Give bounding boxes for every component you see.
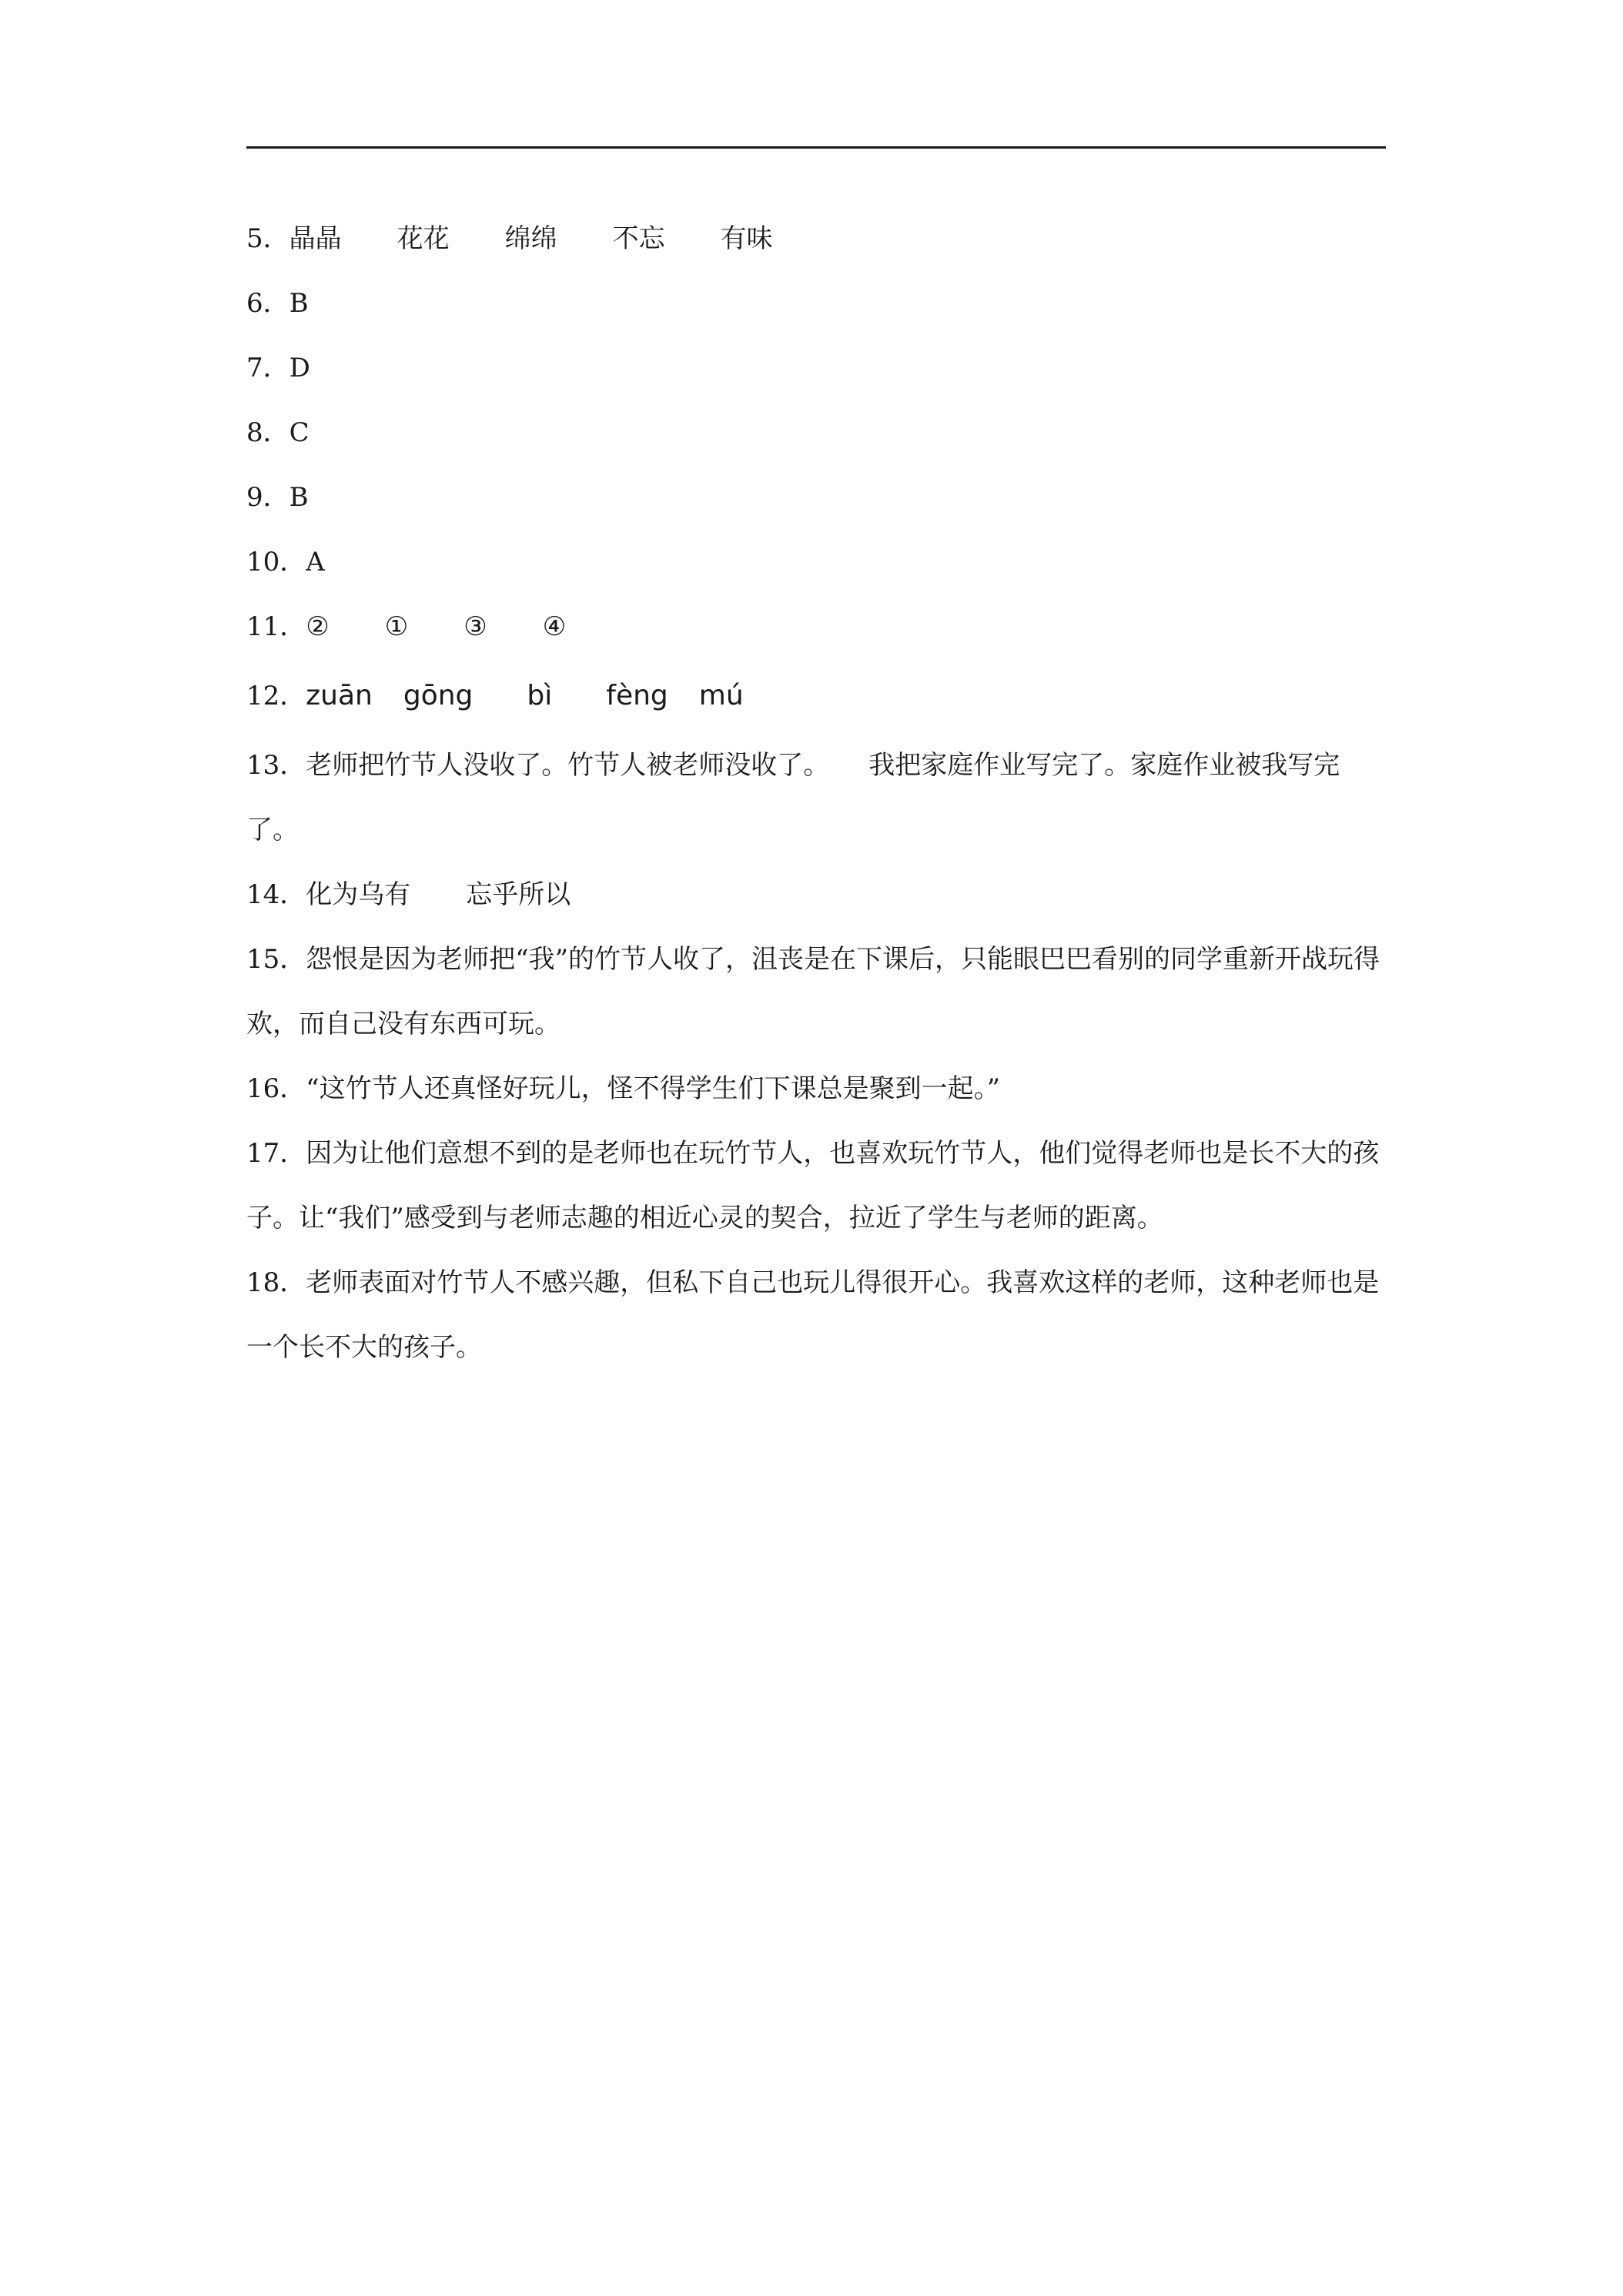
pinyin-part: mú — [698, 680, 744, 711]
answer-part: 花花 — [397, 223, 450, 254]
pinyin-part: zuān — [306, 680, 373, 711]
answer-text: C — [289, 417, 310, 448]
number-separator: ． — [279, 611, 306, 642]
answer-15 — [246, 927, 1386, 1056]
answer-number: 6 — [246, 288, 263, 319]
answer-parts — [306, 879, 571, 910]
number-separator: ． — [263, 223, 289, 254]
answer-part: 绵绵 — [504, 223, 557, 254]
answer-number: 8 — [246, 417, 263, 448]
answer-text: A — [306, 547, 325, 577]
pinyin-part: fèng — [606, 680, 668, 711]
answer-16 — [246, 1056, 1386, 1121]
number-separator: ． — [279, 1138, 306, 1169]
answer-text: 老师把竹节人没收了。竹节人被老师没收了。 我把家庭作业写完了。家庭作业被我写完了。 — [246, 750, 1340, 845]
answer-11 — [246, 594, 1386, 659]
number-separator: ． — [279, 547, 306, 577]
answer-parts — [306, 681, 774, 711]
number-separator: ． — [279, 681, 306, 711]
answer-list — [246, 206, 1386, 1380]
answer-18 — [246, 1250, 1386, 1380]
answer-number: 10 — [246, 547, 280, 577]
answer-number: 16 — [246, 1073, 280, 1104]
answer-17 — [246, 1121, 1386, 1250]
header-rule — [246, 146, 1386, 149]
answer-text: 怨恨是因为老师把“我”的竹节人收了，沮丧是在下课后，只能眼巴巴看别的同学重新开战玩得欢，而自己没有东西可玩。 — [246, 944, 1380, 1039]
answer-number: 5 — [246, 223, 263, 254]
answer-part: ② — [306, 611, 330, 642]
pinyin-part: bì — [527, 680, 553, 711]
answer-number: 17 — [246, 1138, 280, 1169]
answer-9 — [246, 465, 1386, 530]
answer-number: 12 — [246, 681, 280, 711]
answer-13 — [246, 733, 1386, 862]
answer-part: ③ — [463, 611, 487, 642]
answer-6 — [246, 271, 1386, 336]
answer-part: 不忘 — [612, 223, 665, 254]
answer-text: “这竹节人还真怪好玩儿，怪不得学生们下课总是聚到一起。” — [306, 1073, 1001, 1104]
answer-number: 15 — [246, 944, 280, 975]
answer-parts — [306, 611, 566, 642]
number-separator: ． — [279, 1267, 306, 1298]
answer-number: 9 — [246, 482, 263, 513]
answer-10 — [246, 530, 1386, 594]
answer-number: 11 — [246, 611, 280, 642]
number-separator: ． — [263, 353, 289, 383]
answer-part: 忘乎所以 — [466, 879, 571, 910]
answer-number: 14 — [246, 879, 280, 910]
answer-number: 18 — [246, 1267, 280, 1298]
answer-part: 晶晶 — [289, 223, 342, 254]
answer-parts — [289, 223, 773, 254]
answer-part: 有味 — [720, 223, 773, 254]
number-separator: ． — [263, 417, 289, 448]
answer-text: D — [289, 353, 310, 383]
number-separator: ． — [279, 1073, 306, 1104]
answer-7 — [246, 336, 1386, 400]
number-separator: ． — [263, 288, 289, 319]
number-separator: ． — [279, 944, 306, 975]
answer-text: B — [289, 288, 309, 319]
answer-12 — [246, 659, 1386, 733]
answer-text: 因为让他们意想不到的是老师也在玩竹节人，也喜欢玩竹节人，他们觉得老师也是长不大的孩子。让“我们”感受到与老师志趣的相近心灵的契合，拉近了学生与老师的距离。 — [246, 1138, 1380, 1233]
answer-part: 化为乌有 — [306, 879, 411, 910]
answer-text: B — [289, 482, 309, 513]
pinyin-part: gōng — [403, 680, 474, 711]
answer-number: 7 — [246, 353, 263, 383]
answer-8 — [246, 400, 1386, 465]
answer-5 — [246, 206, 1386, 271]
number-separator: ． — [279, 750, 306, 781]
number-separator: ． — [279, 879, 306, 910]
number-separator: ． — [263, 482, 289, 513]
answer-text: 老师表面对竹节人不感兴趣，但私下自己也玩儿得很开心。我喜欢这样的老师，这种老师也是一个长不大的孩子。 — [246, 1267, 1380, 1363]
answer-part: ① — [384, 611, 409, 642]
answer-14 — [246, 862, 1386, 927]
answer-part: ④ — [542, 611, 567, 642]
answer-number: 13 — [246, 750, 280, 781]
